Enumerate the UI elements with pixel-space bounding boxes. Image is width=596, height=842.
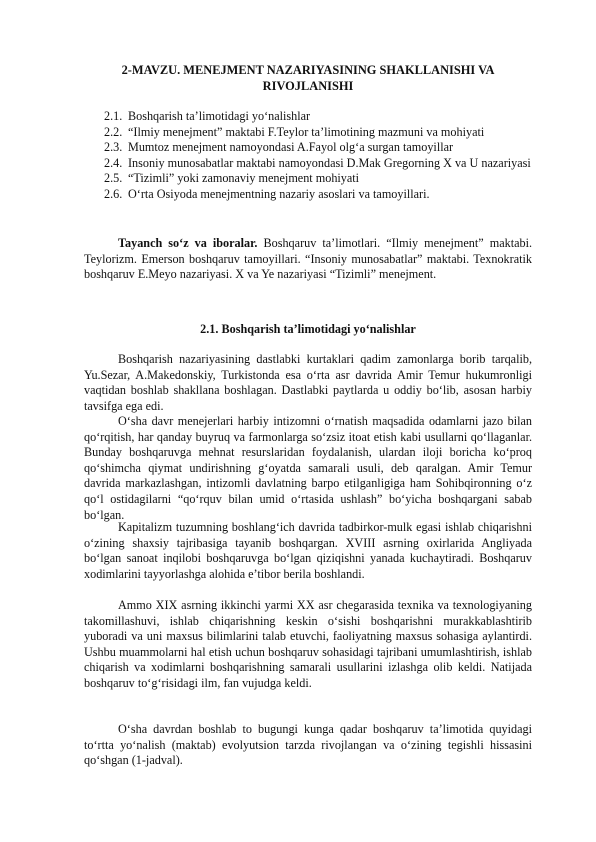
body-paragraph: Boshqarish nazariyasining dastlabki kurtaklari qadim zamonlarga borib tarqalib, Yu.Sezar, A.Makedonskiy, Turkistonda esa o‘rta asr davrida Amir Temur hukumronligi vaqtidan boshlab shakllana boshlagan. Dastlabki paytlarda u oddiy bo‘lib, asosan harbiy tavsifga ega edi. (84, 352, 532, 413)
keywords-text: Boshqaruv ta’limotlari. “Ilmiy menejment” maktabi. Teylorizm. Emerson boshqaruv tamoyillari. “Insoniy munosabatlar” maktabi. Texnokratik boshqaruv E.Meyo nazariyasi. X va Ye nazariyasi “Tizimli” menejment. (84, 236, 533, 282)
toc-item (104, 109, 532, 125)
toc-number: 2.2. (104, 124, 123, 139)
chapter-title: 2-MAVZU. MENEJMENT NAZARIYASINING SHAKLLANISHI VA RIVOJLANISHI (121, 63, 495, 93)
toc-number: 2.5. (104, 171, 123, 186)
toc-text: Mumtoz menejment namoyondasi A.Fayol olg‘a surgan tamoyillar (128, 140, 454, 155)
toc-number: 2.1. (104, 109, 123, 123)
toc-number: 2.4. (104, 155, 123, 170)
toc-text: Insoniy munosabatlar maktabi namoyondasi D.Mak Gregorning X va U nazariyasi (128, 155, 531, 170)
keywords-paragraph (84, 236, 532, 283)
toc-text: O‘rta Osiyoda menejmentning nazariy asoslari va tamoyillari. (128, 186, 430, 201)
toc-item (104, 125, 532, 141)
toc-number: 2.3. (104, 140, 123, 155)
body-paragraph: O‘sha davr menejerlari harbiy intizomni o‘rnatish maqsadida odamlarni jazo bilan qo‘rqitish, har qanday buyruq va farmonlarga so‘zsiz itoat etish kabi usullarni qo‘llaganlar. Bunday boshqaruvga mehnat resurslaridan foydalanish, ulardan iloji boricha ko‘proq qo‘shimcha qiymat undirishning g‘oyatda samarali usuli, deb qaralgan. Amir Temur davrida markazlashgan, intizomli davlatning barpo etilganligiga ham Sohibqironning o‘z qo‘l ostidagilarni “qo‘rquv bilan umid o‘rtasida ushlash” bo‘yicha boshqargani sabab bo‘lgan. (84, 414, 532, 522)
toc-text: “Ilmiy menejment” maktabi F.Teylor ta’limotining mazmuni va mohiyati (128, 124, 485, 139)
toc-number: 2.6. (104, 186, 123, 201)
body-paragraph: O‘sha davrdan boshlab to bugungi kunga qadar boshqaruv ta’limotida quyidagi to‘rtta yo‘nalish (maktab) evolyutsion tarzda rivojlangan va o‘zining tegishli hissasini qo‘shgan (1-jadval). (84, 722, 532, 768)
toc-item (104, 156, 532, 172)
toc-item (104, 187, 532, 203)
table-of-contents (104, 109, 532, 203)
body-paragraph: Kapitalizm tuzumning boshlang‘ich davrida tadbirkor-mulk egasi ishlab chiqarishni o‘zining shaxsiy tajribasiga tayanib boshqargan. XVIII asrning oxirlarida Angliyada bo‘lgan sanoat inqilobi boshqaruvga bo‘lgan qiziqishni yanada kuchaytiradi. Boshqaruv xodimlarini tayyorlashga alohida e’tibor berila boshlandi. (84, 520, 532, 581)
toc-item (104, 140, 532, 156)
toc-text: Boshqarish ta’limotidagi yo‘nalishlar (128, 109, 311, 123)
body-paragraph: Ammo XIX asrning ikkinchi yarmi XX asr chegarasida texnika va texnologiyaning takomillashuvi, ishlab chiqarishning keskin o‘sishi boshqarishni murakkablashtirib yuboradi va uni maxsus bilimlarini talab etuvchi, faoliyatning maxsus sohasiga aylantirdi. Ushbu muammolarni hal etish uchun boshqaruv sohasidagi tajribani umumlashtirish, ishlab chiqarish va xodimlarni boshqarishning samarali usullarini izlashga olib keldi. Natijada boshqaruv to‘g‘risidagi ilm, fan vujudga keldi. (84, 598, 532, 690)
keywords-label: Tayanch so‘z va iboralar. (118, 236, 258, 250)
toc-item (104, 171, 532, 187)
toc-text: “Tizimli” yoki zamonaviy menejment mohiyati (128, 171, 360, 186)
section-heading: 2.1. Boshqarish ta’limotidagi yo‘nalishlar (200, 322, 416, 336)
